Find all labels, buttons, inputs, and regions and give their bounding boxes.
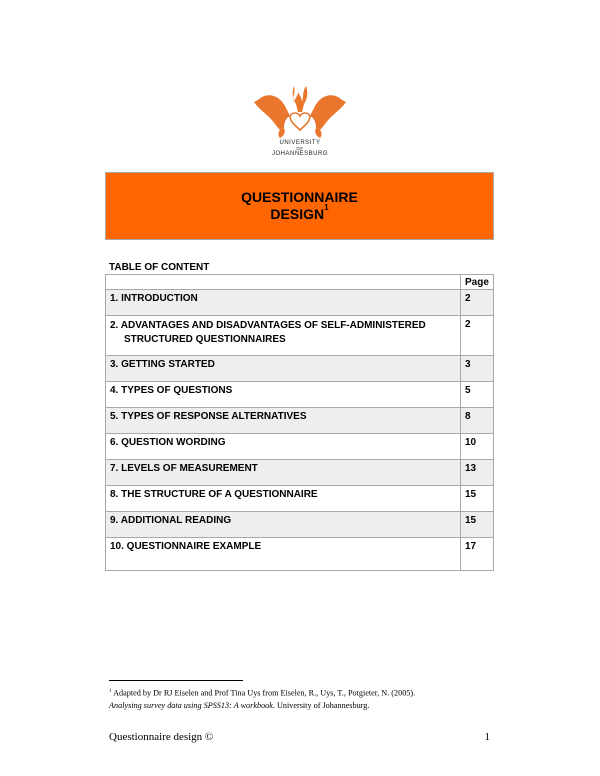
toc-entry-title: 9. ADDITIONAL READING bbox=[106, 512, 461, 538]
logo-text-johannesburg: JOHANNESBURG bbox=[271, 151, 328, 157]
toc-entry-page: 2 bbox=[461, 316, 494, 356]
toc-row bbox=[106, 290, 494, 316]
title-line-2 bbox=[106, 203, 493, 223]
toc-entry-title: 3. GETTING STARTED bbox=[106, 356, 461, 382]
toc-row bbox=[106, 486, 494, 512]
toc-header-blank bbox=[106, 275, 461, 290]
footnote-book-title: Analysing survey data using SPSS13: A workbook bbox=[109, 700, 273, 710]
footnote-line-2: . University of Johannesburg. bbox=[272, 700, 370, 710]
toc-entry-title: 8. THE STRUCTURE OF A QUESTIONNAIRE bbox=[106, 486, 461, 512]
toc-entry-title: 1. INTRODUCTION bbox=[106, 290, 461, 316]
footer-label: Questionnaire design © bbox=[109, 731, 214, 743]
page-number: 1 bbox=[484, 731, 490, 743]
toc-row bbox=[106, 538, 494, 571]
title-design: DESIGN bbox=[270, 206, 325, 222]
toc-entry-page: 10 bbox=[461, 434, 494, 460]
toc-entry-title: 2. ADVANTAGES AND DISADVANTAGES OF SELF-ADMINISTERED STRUCTURED QUESTIONNAIRES bbox=[106, 316, 461, 356]
footnote bbox=[109, 686, 489, 712]
toc-row bbox=[106, 316, 494, 356]
toc-page-header: Page bbox=[461, 275, 494, 290]
toc-row bbox=[106, 382, 494, 408]
footnote-marker: 1 bbox=[109, 689, 112, 694]
toc-header-row bbox=[106, 275, 494, 290]
toc-entry-page: 3 bbox=[461, 356, 494, 382]
toc-row bbox=[106, 356, 494, 382]
toc-entry-page: 17 bbox=[461, 538, 494, 571]
university-logo bbox=[250, 82, 350, 162]
title-line-1: QUESTIONNAIRE bbox=[241, 189, 358, 205]
toc-entry-page: 15 bbox=[461, 512, 494, 538]
toc-heading: TABLE OF CONTENT bbox=[109, 262, 210, 273]
title-banner bbox=[105, 172, 494, 240]
toc-entry-page: 13 bbox=[461, 460, 494, 486]
toc-row bbox=[106, 512, 494, 538]
toc-row bbox=[106, 460, 494, 486]
toc-table bbox=[105, 274, 494, 571]
toc-entry-page: 2 bbox=[461, 290, 494, 316]
toc-entry-title: 5. TYPES OF RESPONSE ALTERNATIVES bbox=[106, 408, 461, 434]
page-footer bbox=[109, 731, 490, 743]
toc-row bbox=[106, 434, 494, 460]
flame-birds-emblem-icon bbox=[250, 82, 350, 140]
footnote-divider bbox=[109, 680, 243, 681]
footnote-line-1: Adapted by Dr RJ Eiselen and Prof Tina Uys from Eiselen, R., Uys, T., Potgieter, N. (2005). bbox=[113, 688, 416, 698]
logo-text-of: OF bbox=[296, 146, 304, 151]
toc-entry-title: 6. QUESTION WORDING bbox=[106, 434, 461, 460]
toc-entry-title: 10. QUESTIONNAIRE EXAMPLE bbox=[106, 538, 461, 571]
toc-entry-title: 7. LEVELS OF MEASUREMENT bbox=[106, 460, 461, 486]
toc-entry-title: 4. TYPES OF QUESTIONS bbox=[106, 382, 461, 408]
logo-text-university: UNIVERSITY bbox=[279, 140, 321, 146]
title-footnote-marker: 1 bbox=[324, 203, 329, 212]
toc-entry-page: 15 bbox=[461, 486, 494, 512]
toc-entry-page: 5 bbox=[461, 382, 494, 408]
toc-row bbox=[106, 408, 494, 434]
toc-entry-page: 8 bbox=[461, 408, 494, 434]
